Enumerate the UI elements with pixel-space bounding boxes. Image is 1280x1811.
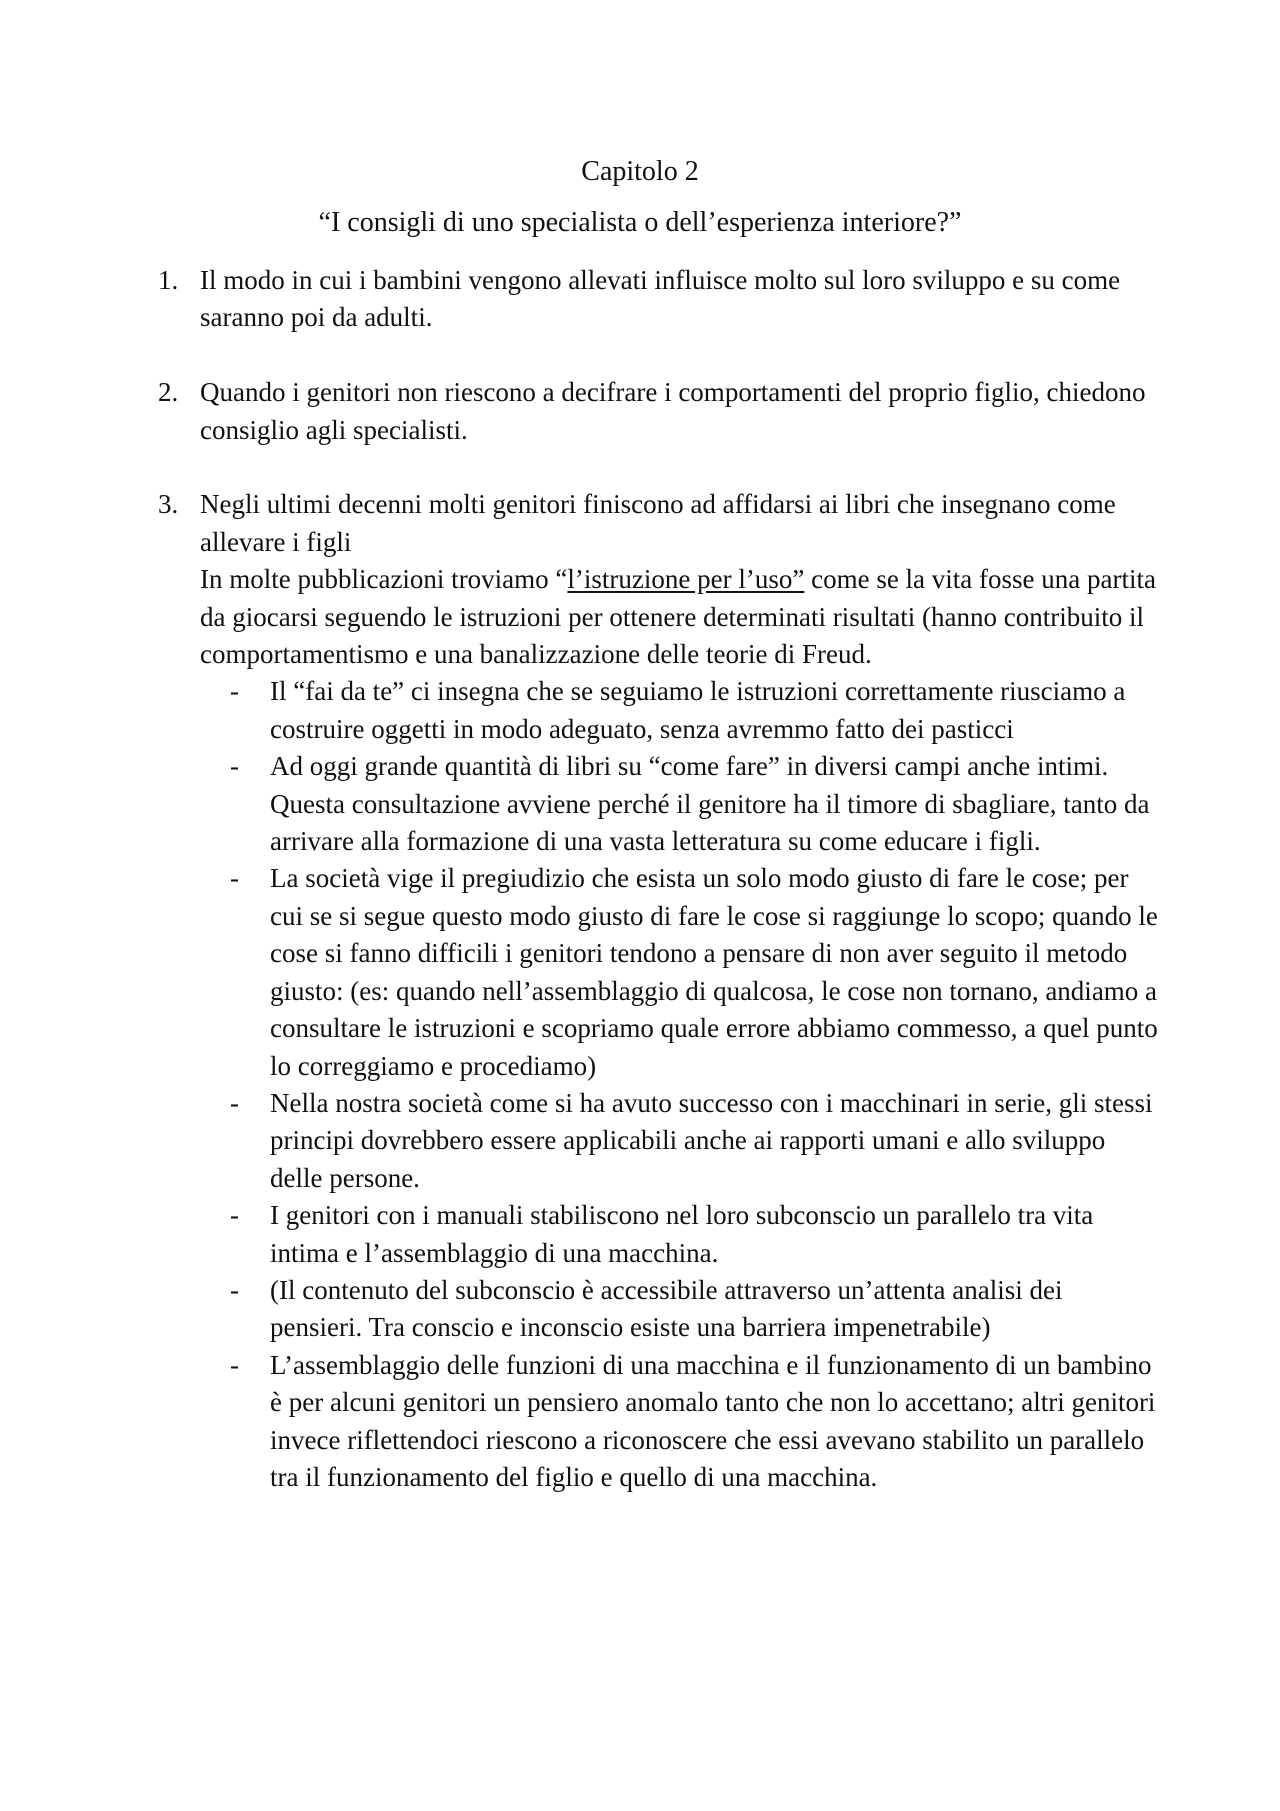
bullet-item-7 bbox=[200, 1347, 1158, 1497]
paragraph-text-end: come se la vita fosse una partita da giocarsi seguendo le istruzioni per ottenere determinati risultati (hanno contribuito il comportamentismo e una banalizzazione delle teorie di Freud. bbox=[200, 564, 1156, 670]
bullet-text: Il “fai da te” ci insegna che se seguiamo le istruzioni correttamente riusciamo a costruire oggetti in modo adeguato, senza avremmo fatto dei pasticci bbox=[270, 676, 1126, 744]
bullet-dash: - bbox=[230, 1200, 239, 1231]
bullet-item-6 bbox=[200, 1272, 1158, 1347]
item-text: Il modo in cui i bambini vengono allevati influisce molto sul loro sviluppo e su come saranno poi da adulti. bbox=[200, 265, 1121, 333]
numbered-item-2 bbox=[158, 374, 1158, 449]
bullet-text: I genitori con i manuali stabiliscono nel loro subconscio un parallelo tra vita intima e l’assemblaggio di una macchina. bbox=[270, 1200, 1094, 1268]
bullet-text: (Il contenuto del subconscio è accessibile attraverso un’attenta analisi dei pensieri. Tra conscio e inconscio esiste una barriera impenetrabile) bbox=[270, 1274, 1063, 1343]
document-body bbox=[158, 262, 1158, 1496]
item-text: Quando i genitori non riescono a decifrare i comportamenti del proprio figlio, chiedono consiglio agli specialisti. bbox=[200, 377, 1146, 445]
paragraph-text-start: In molte pubblicazioni troviamo “ bbox=[200, 564, 568, 595]
bullet-dash: - bbox=[230, 1274, 239, 1305]
bullet-dash: - bbox=[230, 863, 239, 894]
chapter-subtitle: “I consigli di uno specialista o dell’esperienza interiore?” bbox=[318, 207, 962, 238]
item-number: 1. bbox=[158, 265, 179, 295]
item-text: Negli ultimi decenni molti genitori finiscono ad affidarsi ai libri che insegnano come allevare i figli bbox=[200, 489, 1116, 557]
bullet-item-2 bbox=[200, 748, 1158, 860]
bullet-item-3 bbox=[200, 860, 1158, 1084]
bullet-list bbox=[200, 673, 1158, 1496]
bullet-dash: - bbox=[230, 751, 239, 782]
bullet-text: La società vige il pregiudizio che esista un solo modo giusto di fare le cose; per cui se si segue questo modo giusto di fare le cose si raggiunge lo scopo; quando le cose si fanno difficili i genitori tendono a pensare di non aver seguito il metodo giusto: (es: quando nell’assemblaggio di qualcosa, le cose non tornano, andiamo a consultare le istruzioni e scopriamo quale errore abbiamo commesso, a quel punto lo correggiamo e procediamo) bbox=[270, 863, 1158, 1081]
bullet-item-5 bbox=[200, 1197, 1158, 1272]
numbered-item-1 bbox=[158, 262, 1158, 337]
underlined-phrase: l’istruzione per l’uso” bbox=[567, 564, 805, 595]
item-number: 2. bbox=[158, 377, 179, 408]
chapter-title: Capitolo 2 bbox=[581, 156, 699, 187]
bullet-text: Ad oggi grande quantità di libri su “come fare” in diversi campi anche intimi. Questa consultazione avviene perché il genitore ha il timore di sbagliare, tanto da arrivare alla formazione di una vasta letteratura su come educare i figli. bbox=[270, 751, 1150, 857]
bullet-dash: - bbox=[230, 1087, 239, 1118]
item-number: 3. bbox=[158, 489, 179, 520]
item-paragraph bbox=[200, 561, 1158, 673]
numbered-item-3 bbox=[158, 486, 1158, 1496]
bullet-dash: - bbox=[230, 1349, 239, 1380]
bullet-item-4 bbox=[200, 1085, 1158, 1197]
bullet-text: Nella nostra società come si ha avuto successo con i macchinari in serie, gli stessi principi dovrebbero essere applicabili anche ai rapporti umani e allo sviluppo delle persone. bbox=[270, 1087, 1153, 1193]
bullet-item-1 bbox=[200, 673, 1158, 748]
bullet-dash: - bbox=[230, 676, 239, 707]
bullet-text: L’assemblaggio delle funzioni di una macchina e il funzionamento di un bambino è per alcuni genitori un pensiero anomalo tanto che non lo accettano; altri genitori invece riflettendoci riescono a riconoscere che essi avevano stabilito un parallelo tra il funzionamento del figlio e quello di una macchina. bbox=[270, 1349, 1156, 1492]
